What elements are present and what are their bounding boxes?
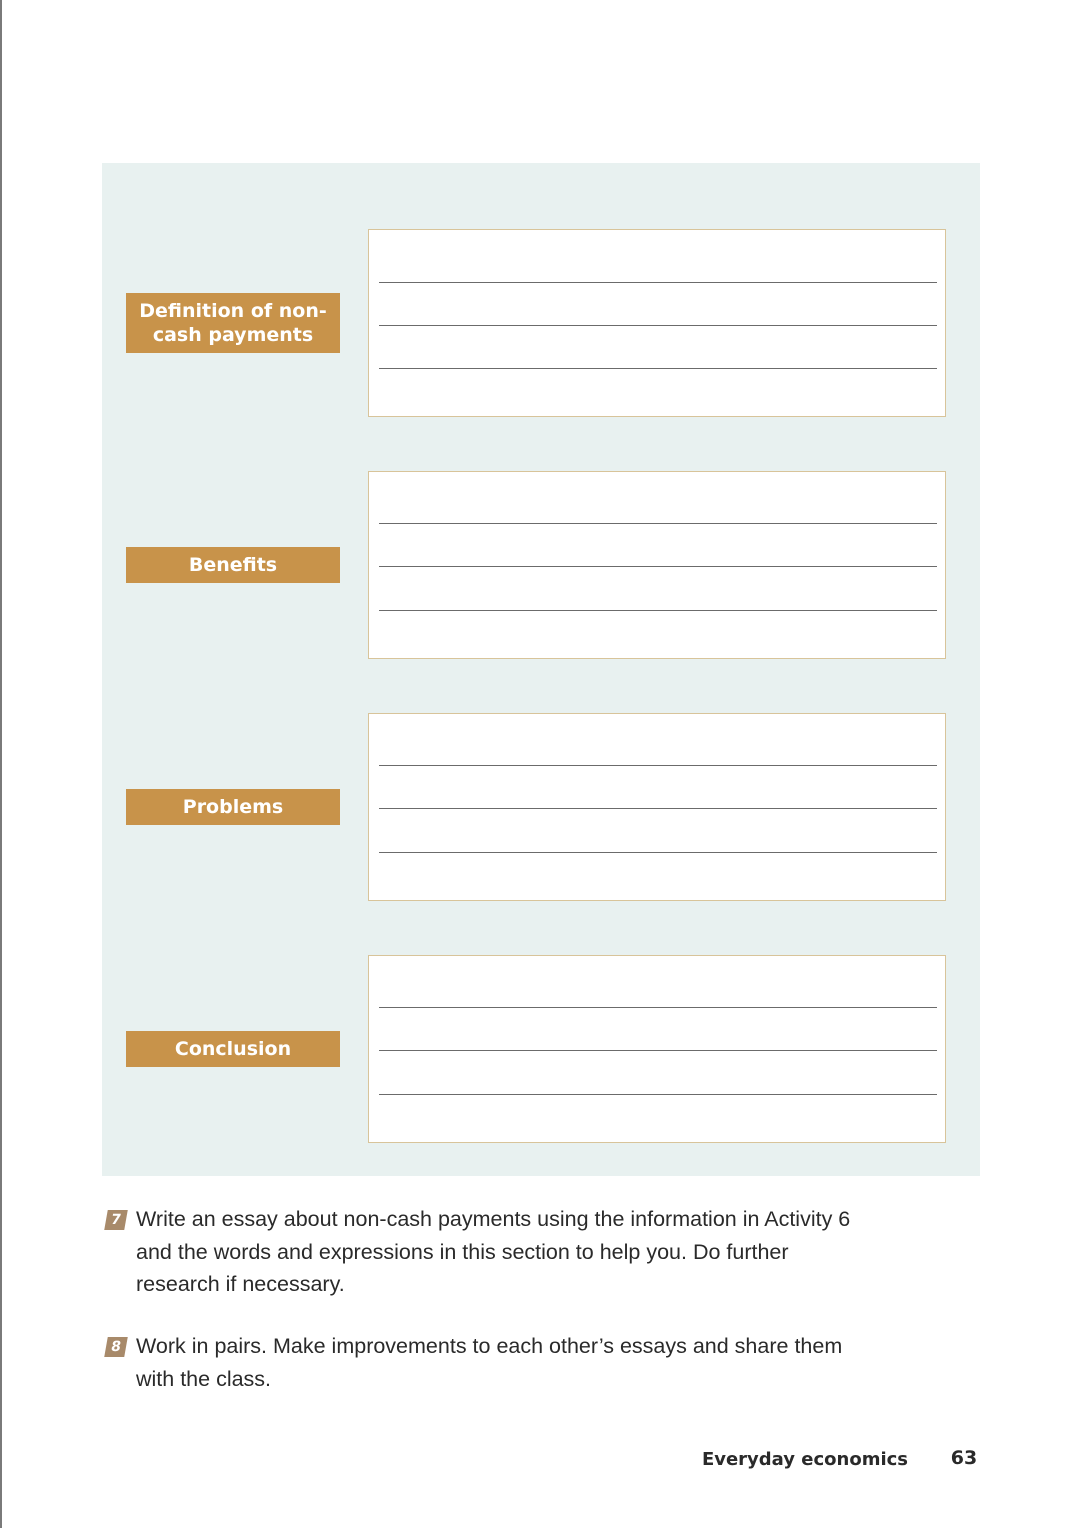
- writing-line: [379, 852, 937, 853]
- conclusion-label-text: Conclusion: [174, 1038, 292, 1060]
- problems-label-text: Problems: [182, 796, 284, 818]
- writing-line: [379, 1050, 937, 1051]
- page-edge: [0, 0, 2, 1528]
- unit-title: Everyday economics: [701, 1449, 908, 1470]
- writing-line: [379, 523, 937, 524]
- page-number: 63: [950, 1447, 978, 1469]
- benefits-label-text: Benefits: [188, 554, 278, 576]
- definition-label-text: Definition of non-cash payments: [139, 300, 327, 346]
- activity-7: [106, 1203, 866, 1303]
- definition-label: [126, 293, 340, 353]
- activity-8-instructions: Work in pairs. Make improvements to each other’s essays and share them with the class.: [136, 1334, 843, 1391]
- benefits-label: [126, 547, 340, 583]
- writing-line: [379, 610, 937, 611]
- conclusion-answer-box[interactable]: [368, 955, 946, 1143]
- conclusion-label: [126, 1031, 340, 1067]
- writing-line: [379, 282, 937, 283]
- activity-8: [106, 1330, 866, 1400]
- activity-number-badge: 7: [104, 1210, 128, 1230]
- problems-answer-box[interactable]: [368, 713, 946, 901]
- definition-answer-box[interactable]: [368, 229, 946, 417]
- activity-number-badge: 8: [104, 1337, 128, 1357]
- writing-line: [379, 1094, 937, 1095]
- writing-line: [379, 808, 937, 809]
- essay-planner-panel: [102, 163, 980, 1176]
- writing-line: [379, 368, 937, 369]
- activity-7-instructions: Write an essay about non-cash payments using the information in Activity 6 and the words and expressions in this section to help you. Do further research if necessary.: [136, 1207, 851, 1296]
- benefits-answer-box[interactable]: [368, 471, 946, 659]
- writing-line: [379, 325, 937, 326]
- problems-label: [126, 789, 340, 825]
- writing-line: [379, 1007, 937, 1008]
- writing-line: [379, 566, 937, 567]
- writing-line: [379, 765, 937, 766]
